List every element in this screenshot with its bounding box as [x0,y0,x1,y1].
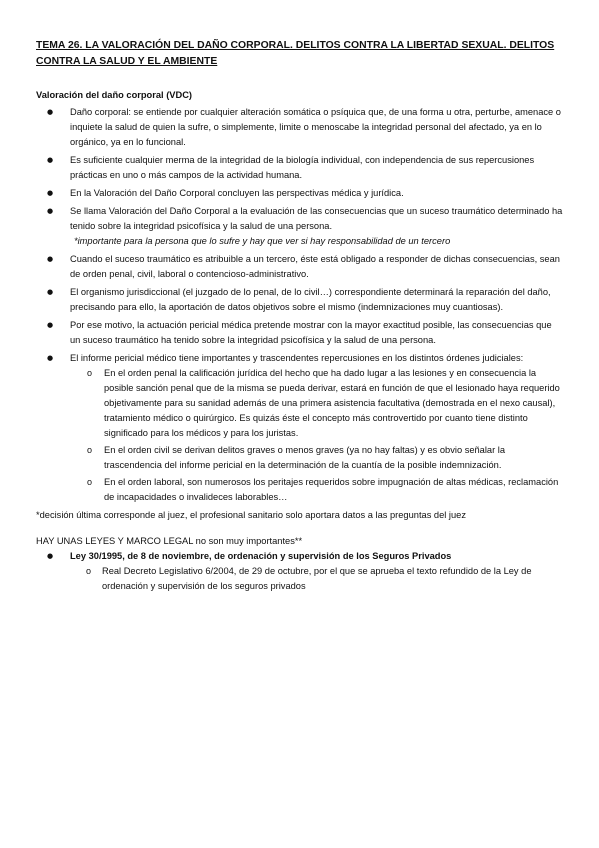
section-heading: Valoración del daño corporal (VDC) [36,90,193,100]
sub-bullet-item: o En el orden civil se derivan delitos graves o menos graves (ya no hay faltas) y es obvio señalar la trascendencia del informe pericial en la determinación de la cuantía de la posible indemnización. [70,443,564,473]
sub-bullet-item: o En el orden penal la calificación jurídica del hecho que ha dado lugar a las lesiones y en consecuencia la posible sanción penal que de la misma se pueda derivar, estará en función de que el lesionado haya requerido objetivamente para su sanidad además de una primera asistencia facultativa (demostrada en el nexo causal), tratamiento médico o quirúrgico. Es quizás éste el concepto más controvertido por cuanto tiene distinto significado para los médicos y para los juristas. [70,366,564,441]
law-sub-item: o Real Decreto Legislativo 6/2004, de 29 de octubre, por el que se aprueba el texto refundido de la Ley de ordenación y supervisión de los seguros privados [70,564,564,594]
footnote: *decisión última corresponde al juez, el profesional sanitario solo aportara datos a las preguntas del juez [36,510,466,520]
bullet-item: ● Por ese motivo, la actuación pericial médica pretende mostrar con la mayor exactitud posible, las consecuencias que un suceso traumático ha tenido sobre la integridad psicofísica y la salud de una persona. [36,318,564,348]
bullet-item: ● El informe pericial médico tiene importantes y trascendentes repercusiones en los distintos órdenes judiciales: o En el orden penal la calificación jurídica del hecho que ha dado lugar a las lesiones y en consecuencia la posible sanción penal que de la misma se pueda derivar, estará en función de que el lesionado haya requerido objetivamente para su sanidad además de una primera asistencia facultativa (demostrada en el nexo causal), tratamiento médico o quirúrgico. Es quizás éste el concepto más controvertido por cuanto tiene distinto significado para los médicos y para los juristas. o En el orden civil se derivan delitos graves o menos graves (ya no hay faltas) y es obvio señalar la trascendencia del informe pericial en la determinación de la cuantía de la posible indemnización. o En el orden laboral, son numerosos los peritajes requeridos sobre impugnación de altas médicas, reclamación de incapacidades o invalideces laborables… [36,351,564,505]
law-item [36,549,564,594]
sub-bullet-item: o En el orden laboral, son numerosos los peritajes requeridos sobre impugnación de altas médicas, reclamación de incapacidades o invalideces laborables… [70,475,564,505]
page-title: TEMA 26. LA VALORACIÓN DEL DAÑO CORPORAL. DELITOS CONTRA LA LIBERTAD SEXUAL. DELITOS CONTRA LA SALUD Y EL AMBIENTE [36,40,555,67]
bullet-item: ● En la Valoración del Daño Corporal concluyen las perspectivas médica y jurídica. [36,186,564,201]
law-sub-list [70,564,564,594]
bullet-item: ● Se llama Valoración del Daño Corporal a la evaluación de las consecuencias que un suceso traumático determinado ha tenido sobre la integridad psicofísica y la salud de una persona. *importante para la persona que lo sufre y hay que ver si hay responsabilidad de un tercero [36,204,564,249]
sub-bullet-list [70,366,564,505]
bullet-item: ● Es suficiente cualquier merma de la integridad de la biología individual, con independencia de sus repercusiones prácticas en uno o más campos de la actividad humana. [36,153,564,183]
laws-list [36,549,564,594]
law-title: Ley 30/1995, de 8 de noviembre, de ordenación y supervisión de los Seguros Privados [70,551,452,561]
laws-heading: HAY UNAS LEYES Y MARCO LEGAL no son muy importantes** [36,536,303,546]
bullet-item: ● Cuando el suceso traumático es atribuible a un tercero, éste está obligado a responder de dichas consecuencias, sean de orden penal, civil, laboral o contencioso-administrativo. [36,252,564,282]
main-bullet-list [36,105,564,505]
document-page [36,38,564,597]
bullet-note: *importante para la persona que lo sufre y hay que ver si hay responsabilidad de un tercero [74,236,451,246]
bullet-item: ● El organismo jurisdiccional (el juzgado de lo penal, de lo civil…) correspondiente determinará la reparación del daño, precisando para ello, la aportación de datos objetivos sobre el mismo (indemnizaciones muy cuantiosas). [36,285,564,315]
bullet-item: ● Daño corporal: se entiende por cualquier alteración somática o psíquica que, de una forma u otra, perturbe, amenace o inquiete la salud de quien la sufre, o simplemente, limite o menoscabe la integridad personal del afectado, ya en lo orgánico, ya en lo funcional. [36,105,564,150]
